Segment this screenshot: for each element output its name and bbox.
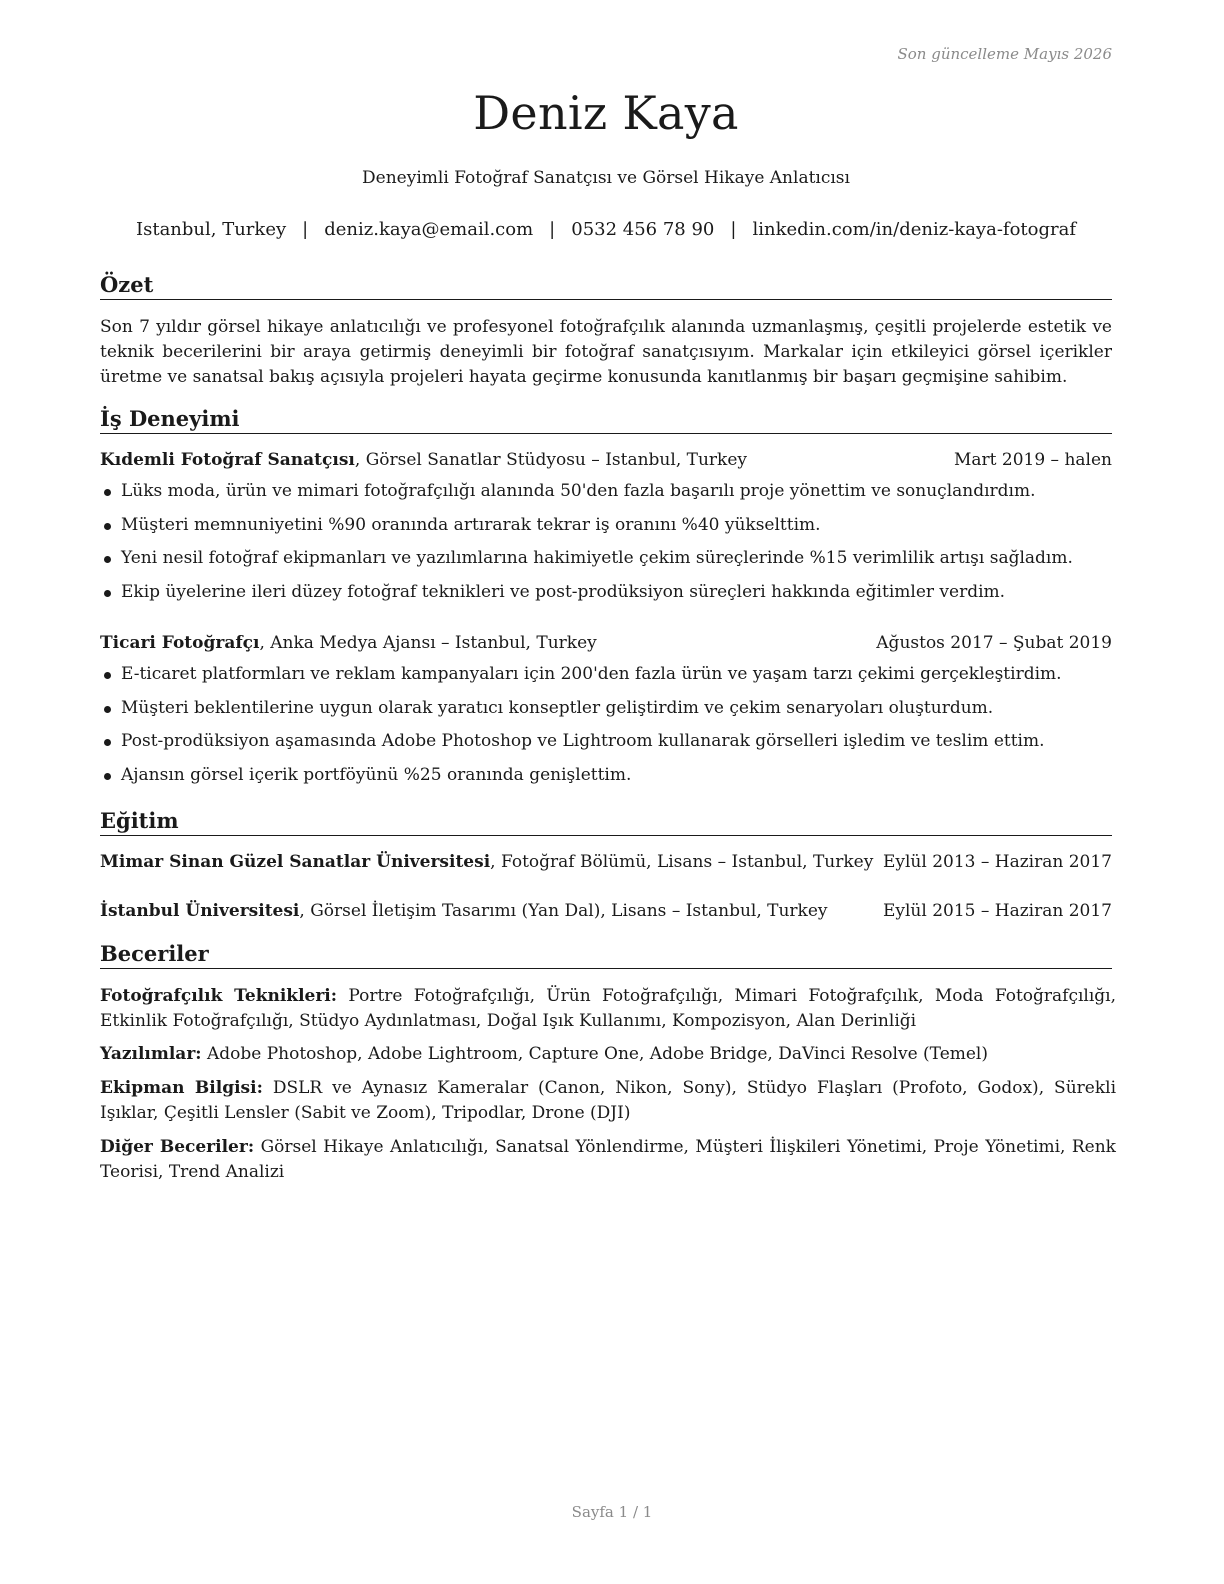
school-name: İstanbul Üniversitesi <box>100 901 300 921</box>
section-title-experience: İş Deneyimi <box>100 406 1112 434</box>
job-header <box>100 633 1112 653</box>
contact-location: Istanbul, Turkey <box>135 219 287 240</box>
bullet-dot <box>104 523 111 530</box>
job-bullets <box>100 664 1112 799</box>
skill-label: Fotoğrafçılık Teknikleri: <box>100 986 338 1006</box>
skill-label: Ekipman Bilgisi: <box>100 1078 263 1098</box>
job-bullets <box>100 481 1112 616</box>
bullet-dot <box>104 672 111 679</box>
education-dates: Eylül 2013 – Haziran 2017 <box>882 852 1112 872</box>
school-detail: , Görsel İletişim Tasarımı (Yan Dal), Lisans – Istanbul, Turkey <box>299 901 828 921</box>
bullet-dot <box>104 556 111 563</box>
education-item <box>100 901 1112 921</box>
skill-text: Portre Fotoğrafçılığı, Ürün Fotoğrafçılığı, Mimari Fotoğrafçılık, Moda Fotoğrafçılığı, Etkinlik Fotoğrafçılığı, Stüdyo Aydınlatması, Doğal Işık Kullanımı, Kompozisyon, Alan Derinliği <box>100 986 1116 1031</box>
skill-item <box>100 1076 1116 1126</box>
skill-item <box>100 984 1116 1034</box>
bullet-dot <box>104 773 111 780</box>
section-title-summary: Özet <box>100 272 1112 300</box>
contact-linkedin[interactable]: linkedin.com/in/deniz-kaya-fotograf <box>752 219 1076 240</box>
job-company: , Görsel Sanatlar Stüdyosu – Istanbul, Turkey <box>354 450 748 470</box>
bullet-item: Ajansın görsel içerik portföyünü %25 oranında genişlettim. <box>100 765 1112 799</box>
bullet-item: Post-prodüksiyon aşamasında Adobe Photoshop ve Lightroom kullanarak görselleri işledim ve teslim ettim. <box>100 731 1112 765</box>
bullet-item: Müşteri beklentilerine uygun olarak yaratıcı konseptler geliştirdim ve çekim senaryoları oluşturdum. <box>100 698 1112 732</box>
last-updated: Son güncelleme Mayıs 2026 <box>897 45 1112 63</box>
bullet-dot <box>104 489 111 496</box>
bullet-item: Yeni nesil fotoğraf ekipmanları ve yazılımlarına hakimiyetle çekim süreçlerinde %15 verimlilik artışı sağladım. <box>100 548 1112 582</box>
job-header <box>100 450 1112 470</box>
job-dates: Ağustos 2017 – Şubat 2019 <box>876 633 1112 653</box>
contact-separator: | <box>730 219 737 240</box>
contact-email[interactable]: deniz.kaya@email.com <box>324 219 534 240</box>
bullet-item: Ekip üyelerine ileri düzey fotoğraf teknikleri ve post-prodüksiyon süreçleri hakkında eğitimler verdim. <box>100 582 1112 616</box>
tagline: Deneyimli Fotoğraf Sanatçısı ve Görsel Hikaye Anlatıcısı <box>362 168 850 188</box>
bullet-dot <box>104 739 111 746</box>
section-title-education: Eğitim <box>100 808 1112 836</box>
skill-text: Görsel Hikaye Anlatıcılığı, Sanatsal Yönlendirme, Müşteri İlişkileri Yönetimi, Proje Yönetimi, Renk Teorisi, Trend Analizi <box>100 1137 1116 1182</box>
skill-item <box>100 1042 1116 1067</box>
person-name: Deniz Kaya <box>473 86 739 140</box>
job-company: , Anka Medya Ajansı – Istanbul, Turkey <box>259 633 597 653</box>
summary-text: Son 7 yıldır görsel hikaye anlatıcılığı ve profesyonel fotoğrafçılık alanında uzmanlaşmış, çeşitli projelerde estetik ve teknik becerilerini bir araya getirmiş deneyimli bir fotoğraf sanatçısıyım. Markalar için etkileyici görsel içerikler üretme ve sanatsal bakış açısıyla projeleri hayata geçirme konusunda kanıtlanmış bir başarı geçmişine sahibim. <box>100 317 1112 387</box>
skill-label: Yazılımlar: <box>100 1044 202 1064</box>
job-dates: Mart 2019 – halen <box>953 450 1112 470</box>
page-number: Sayfa 1 / 1 <box>571 1503 653 1521</box>
job-role: Ticari Fotoğrafçı <box>100 633 260 653</box>
education-dates: Eylül 2015 – Haziran 2017 <box>882 901 1112 921</box>
bullet-item: E-ticaret platformları ve reklam kampanyaları için 200'den fazla ürün ve yaşam tarzı çekimi gerçekleştirdim. <box>100 664 1112 698</box>
education-item <box>100 852 1112 872</box>
contact-phone: 0532 456 78 90 <box>571 219 715 240</box>
school-detail: , Fotoğraf Bölümü, Lisans – Istanbul, Turkey <box>490 852 874 872</box>
contact-line <box>100 219 1112 240</box>
section-title-skills: Beceriler <box>100 941 1112 969</box>
contact-separator: | <box>302 219 309 240</box>
bullet-dot <box>104 590 111 597</box>
bullet-item: Lüks moda, ürün ve mimari fotoğrafçılığı alanında 50'den fazla başarılı proje yönettim ve sonuçlandırdım. <box>100 481 1112 515</box>
skill-text: DSLR ve Aynasız Kameralar (Canon, Nikon, Sony), Stüdyo Flaşları (Profoto, Godox), Sürekli Işıklar, Çeşitli Lensler (Sabit ve Zoom), Tripodlar, Drone (DJI) <box>100 1078 1117 1123</box>
bullet-dot <box>104 706 111 713</box>
job-role: Kıdemli Fotoğraf Sanatçısı <box>100 450 355 470</box>
contact-separator: | <box>549 219 556 240</box>
skill-item <box>100 1135 1116 1185</box>
skill-text: Adobe Photoshop, Adobe Lightroom, Capture One, Adobe Bridge, DaVinci Resolve (Temel) <box>201 1044 989 1064</box>
school-name: Mimar Sinan Güzel Sanatlar Üniversitesi <box>100 852 491 872</box>
bullet-item: Müşteri memnuniyetini %90 oranında artırarak tekrar iş oranını %40 yükselttim. <box>100 515 1112 549</box>
skill-label: Diğer Beceriler: <box>100 1137 255 1157</box>
